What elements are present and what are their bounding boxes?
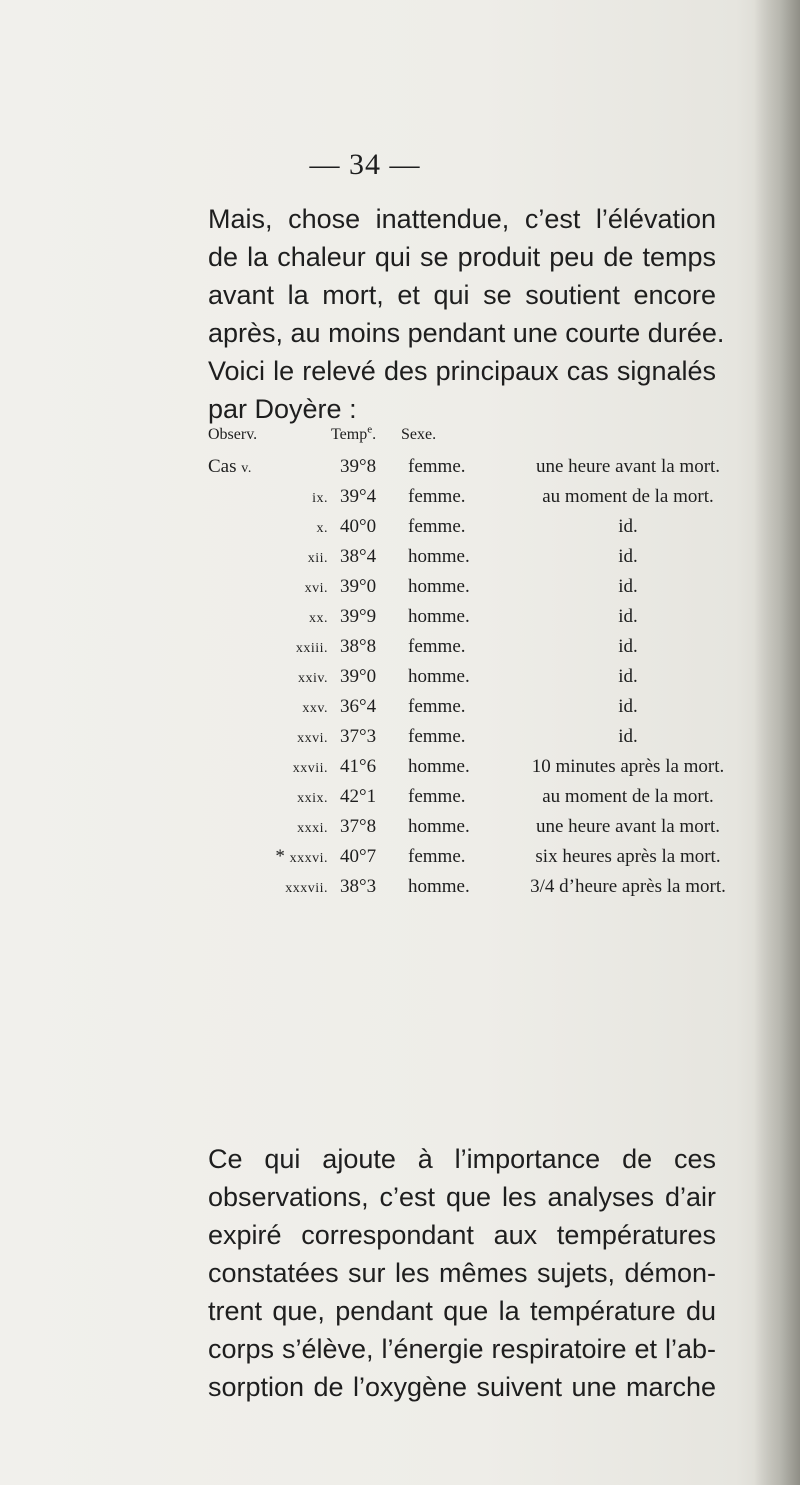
table-row bbox=[208, 756, 728, 786]
sex-cell: homme. bbox=[408, 546, 470, 567]
temperature-cell: 39°0 bbox=[340, 576, 377, 597]
sex-cell: femme. bbox=[408, 726, 466, 747]
temperature-cell: 38°8 bbox=[340, 636, 377, 657]
case-prefix: * bbox=[275, 846, 290, 867]
table-row bbox=[208, 516, 728, 546]
sex-cell: homme. bbox=[408, 666, 470, 687]
timing-cell: une heure avant la mort. bbox=[535, 816, 721, 837]
text-line: sorption de l’oxygène suivent une marche bbox=[208, 1372, 716, 1402]
sex-cell: femme. bbox=[408, 846, 466, 867]
table-row bbox=[208, 576, 728, 606]
case-cell bbox=[208, 636, 328, 658]
case-number: xx. bbox=[309, 611, 328, 626]
table-row bbox=[208, 636, 728, 666]
case-number: xxxi. bbox=[297, 821, 328, 836]
table-row bbox=[208, 816, 728, 846]
table-row bbox=[208, 606, 728, 636]
header-temp-sup: e bbox=[367, 423, 373, 436]
text-line: observations, c’est que les analyses d’air bbox=[208, 1182, 716, 1212]
timing-cell: id. bbox=[618, 576, 638, 597]
table-row bbox=[208, 726, 728, 756]
case-number: x. bbox=[316, 521, 328, 536]
case-cell bbox=[208, 876, 328, 898]
sex-cell: femme. bbox=[408, 516, 466, 537]
case-number: xii. bbox=[307, 551, 328, 566]
temperature-cell: 38°3 bbox=[340, 876, 377, 897]
timing-cell: id. bbox=[618, 696, 638, 717]
text-line: constatées sur les mêmes sujets, démon- bbox=[208, 1258, 716, 1288]
sex-cell: homme. bbox=[408, 756, 470, 777]
sex-cell: homme. bbox=[408, 606, 470, 627]
sex-cell: femme. bbox=[408, 786, 466, 807]
temperature-cell: 39°8 bbox=[340, 456, 377, 477]
sex-cell: homme. bbox=[408, 816, 470, 837]
text-line: corps s’élève, l’énergie respiratoire et l’ab- bbox=[208, 1334, 716, 1364]
temperature-cell: 39°0 bbox=[340, 666, 377, 687]
text-line: par Doyère : bbox=[208, 394, 357, 424]
timing-cell: au moment de la mort. bbox=[542, 786, 714, 807]
text-line: de la chaleur qui se produit peu de temps bbox=[208, 242, 716, 272]
timing-cell: 10 minutes après la mort. bbox=[531, 756, 725, 777]
temperature-cell: 41°6 bbox=[340, 756, 377, 777]
sex-cell: homme. bbox=[408, 576, 470, 597]
case-cell bbox=[208, 816, 328, 838]
text-line: Voici le relevé des principaux cas signalés bbox=[208, 356, 716, 386]
case-cell bbox=[208, 516, 328, 538]
timing-cell: id. bbox=[618, 516, 638, 537]
timing-cell: 3/4 d’heure après la mort. bbox=[530, 876, 726, 897]
timing-cell: id. bbox=[618, 546, 638, 567]
text-line: après, au moins pendant une courte durée. bbox=[208, 318, 725, 348]
case-cell bbox=[208, 576, 328, 598]
case-cell bbox=[208, 786, 328, 808]
closing-paragraph bbox=[208, 1140, 716, 1406]
sex-cell: femme. bbox=[408, 456, 466, 477]
case-cell bbox=[208, 606, 328, 628]
case-number: v. bbox=[241, 461, 252, 476]
temperature-cell: 42°1 bbox=[340, 786, 377, 807]
table-row bbox=[208, 846, 728, 876]
header-observ: Observ. bbox=[208, 426, 258, 443]
header-temp-label: Temp bbox=[331, 426, 368, 443]
table-row bbox=[208, 696, 728, 726]
table-row bbox=[208, 546, 728, 576]
case-number: xxxvi. bbox=[289, 851, 328, 866]
table-row bbox=[208, 486, 728, 516]
temperature-cell: 38°4 bbox=[340, 546, 377, 567]
timing-cell: id. bbox=[618, 726, 638, 747]
case-number: xxiv. bbox=[298, 671, 328, 686]
case-cell bbox=[208, 666, 328, 688]
temperature-cell: 37°3 bbox=[340, 726, 377, 747]
case-number: ix. bbox=[312, 491, 328, 506]
page-number: — 34 — bbox=[309, 148, 421, 181]
timing-cell: six heures après la mort. bbox=[535, 846, 721, 867]
timing-cell: id. bbox=[618, 606, 638, 627]
case-cell bbox=[208, 486, 328, 508]
table-header bbox=[208, 423, 728, 456]
timing-cell: une heure avant la mort. bbox=[535, 456, 721, 477]
case-number: xxiii. bbox=[295, 641, 328, 656]
case-cell bbox=[208, 696, 328, 718]
case-number: xxv. bbox=[302, 701, 328, 716]
case-number: xxxvii. bbox=[285, 881, 328, 896]
sex-cell: femme. bbox=[408, 636, 466, 657]
case-cell bbox=[208, 756, 328, 778]
timing-cell: id. bbox=[618, 666, 638, 687]
case-cell bbox=[208, 456, 328, 478]
text-line: Mais, chose inattendue, c’est l’élévation bbox=[208, 204, 716, 234]
table-row bbox=[208, 456, 728, 486]
case-cell bbox=[208, 546, 328, 568]
page-edge-shadow bbox=[754, 0, 800, 1485]
case-cell bbox=[208, 726, 328, 748]
temperature-cell: 37°8 bbox=[340, 816, 377, 837]
text-line: expiré correspondant aux températures bbox=[208, 1220, 716, 1250]
text-line: Ce qui ajoute à l’importance de ces bbox=[208, 1144, 716, 1174]
header-sexe: Sexe. bbox=[401, 426, 437, 443]
text-line: trent que, pendant que la température du bbox=[208, 1296, 716, 1326]
sex-cell: femme. bbox=[408, 486, 466, 507]
sex-cell: femme. bbox=[408, 696, 466, 717]
header-temp-dot: . bbox=[372, 426, 377, 443]
header-temp bbox=[331, 423, 377, 444]
intro-paragraph bbox=[208, 200, 725, 428]
temperature-cell: 36°4 bbox=[340, 696, 377, 717]
case-number: xxix. bbox=[297, 791, 328, 806]
table-row bbox=[208, 876, 728, 906]
case-cell bbox=[208, 846, 328, 868]
case-prefix: Cas bbox=[208, 456, 242, 477]
case-number: xxvi. bbox=[297, 731, 328, 746]
temperature-cell: 39°9 bbox=[340, 606, 377, 627]
cases-table bbox=[208, 423, 728, 906]
temperature-cell: 40°7 bbox=[340, 846, 377, 867]
text-line: avant la mort, et qui se soutient encore bbox=[208, 280, 716, 310]
case-number: xxvii. bbox=[292, 761, 328, 776]
table-row bbox=[208, 786, 728, 816]
temperature-cell: 40°0 bbox=[340, 516, 377, 537]
timing-cell: id. bbox=[618, 636, 638, 657]
timing-cell: au moment de la mort. bbox=[542, 486, 714, 507]
table-body bbox=[208, 456, 728, 906]
table-row bbox=[208, 666, 728, 696]
sex-cell: homme. bbox=[408, 876, 470, 897]
temperature-cell: 39°4 bbox=[340, 486, 377, 507]
case-number: xvi. bbox=[304, 581, 328, 596]
